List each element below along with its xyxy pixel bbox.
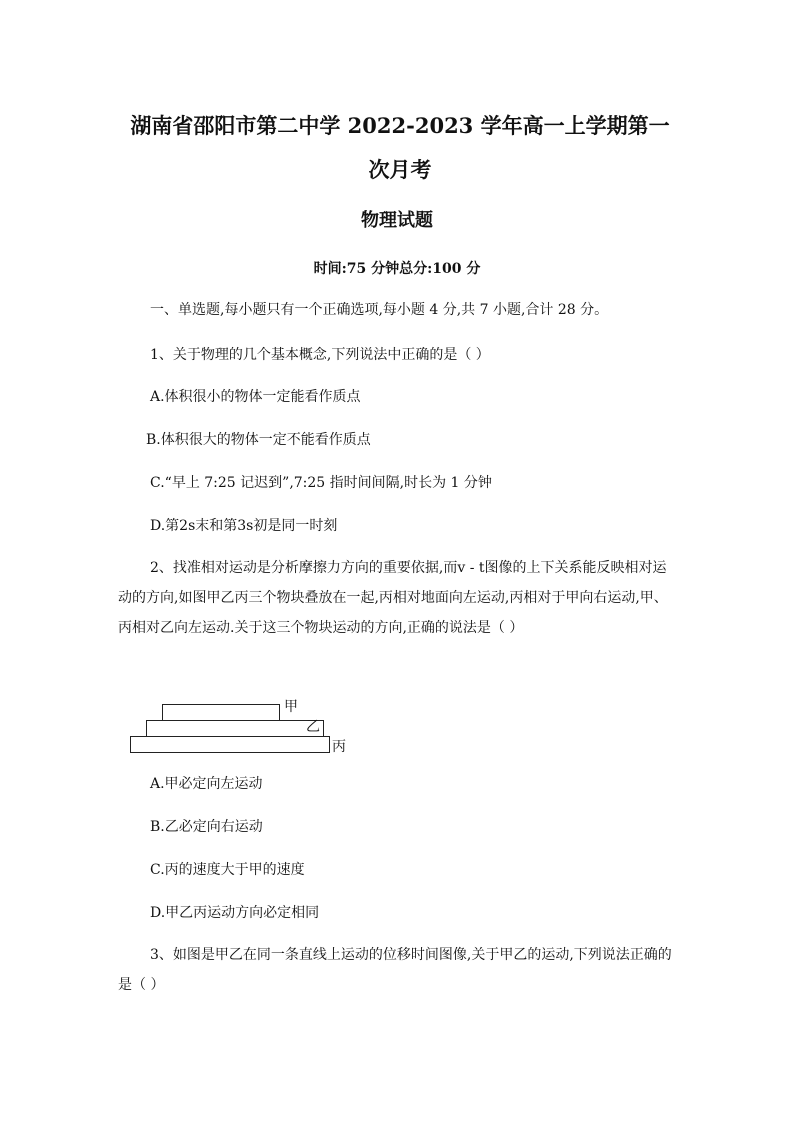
question-2-option-d: D.甲乙丙运动方向必定相同 xyxy=(150,905,320,921)
block-bing xyxy=(130,736,330,753)
question-1-stem: 1、关于物理的几个基本概念,下列说法中正确的是（ ） xyxy=(150,347,490,363)
exam-subtitle: 物理试题 xyxy=(361,210,433,231)
question-1-option-d: D.第2s末和第3s初是同一时刻 xyxy=(150,518,338,534)
question-2-option-b: B.乙必定向右运动 xyxy=(150,819,263,835)
stacked-blocks-figure xyxy=(128,698,368,758)
question-2-option-c: C.丙的速度大于甲的速度 xyxy=(150,862,305,878)
question-1-option-c: C.“早上 7:25 记迟到”,7:25 指时间间隔,时长为 1 分钟 xyxy=(150,475,492,491)
block-jia xyxy=(162,704,280,721)
label-jia: 甲 xyxy=(284,699,298,715)
label-yi: 乙 xyxy=(306,719,320,735)
question-3-stem: 3、如图是甲乙在同一条直线上运动的位移时间图像,关于甲乙的运动,下列说法正确的是（ ） xyxy=(118,947,672,993)
question-1-option-b: B.体积很大的物体一定不能看作质点 xyxy=(146,432,371,448)
question-2-stem: 2、找准相对运动是分析摩擦力方向的重要依据,而v - t图像的上下关系能反映相对运动的方向,如图甲乙丙三个物块叠放在一起,丙相对地面向左运动,丙相对于甲向右运动,甲、丙相对乙向左运动.关于这三个物块运动的方向,正确的说法是（ ） xyxy=(118,560,668,636)
exam-title: 湖南省邵阳市第二中学 2022-2023 学年高一上学期第一次月考 xyxy=(130,113,670,182)
question-2-option-a: A.甲必定向左运动 xyxy=(150,776,263,792)
label-bing: 丙 xyxy=(332,739,346,755)
time-score-line: 时间:75 分钟总分:100 分 xyxy=(313,261,481,277)
block-yi xyxy=(146,720,324,737)
question-1-option-a: A.体积很小的物体一定能看作质点 xyxy=(150,389,361,405)
section-header: 一、单选题,每小题只有一个正确选项,每小题 4 分,共 7 小题,合计 28 分。 xyxy=(150,302,609,318)
